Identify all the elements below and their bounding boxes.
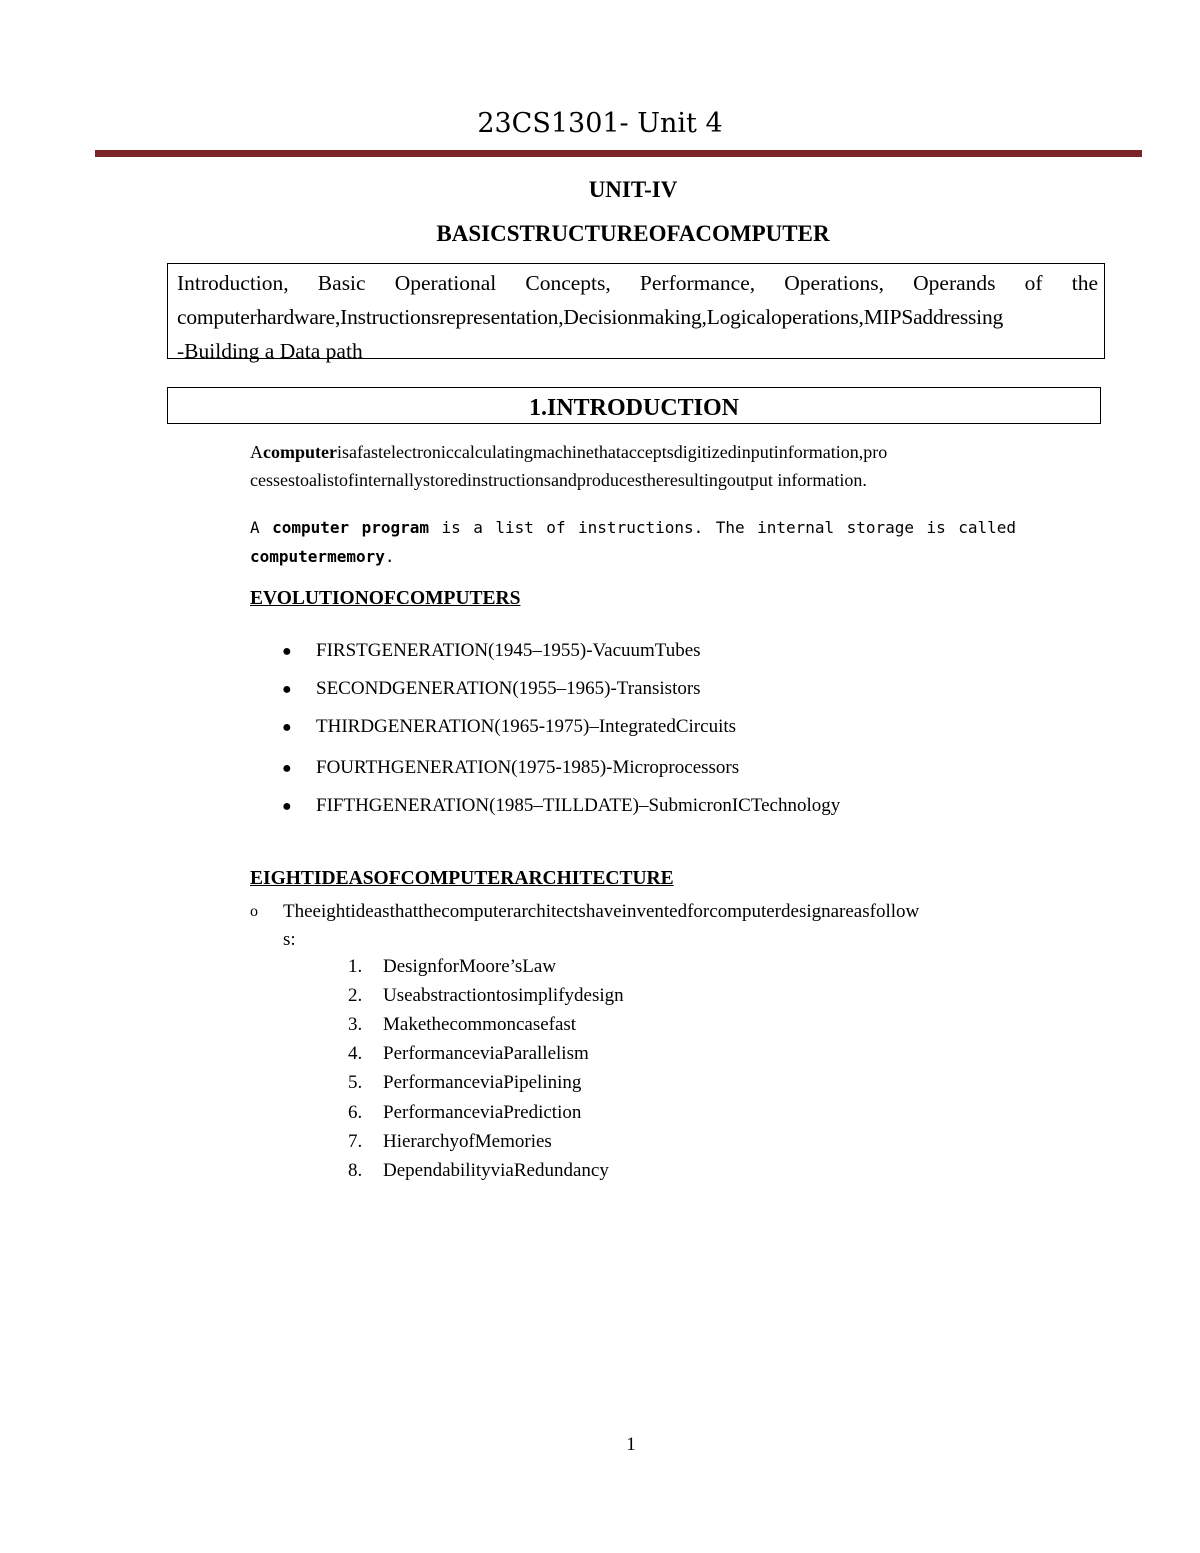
p2-bold-memory: computermemory <box>250 547 385 566</box>
subject-title: BASICSTRUCTUREOFACOMPUTER <box>436 221 830 246</box>
list-item: 6. PerformanceviaPrediction <box>348 1102 582 1123</box>
bullet-icon: ● <box>282 760 292 777</box>
bullet-icon: ● <box>282 643 292 660</box>
topics-line-1: Introduction, Basic Operational Concepts, Performance, Operations, Operands of the <box>177 271 1098 295</box>
p2-end: . <box>384 547 395 566</box>
circle-bullet-icon: o <box>250 903 258 920</box>
list-item: 3. Makethecommoncasefast <box>348 1014 577 1035</box>
intro-paragraph-1 <box>250 438 1030 494</box>
section-heading: 1.INTRODUCTION <box>528 395 740 421</box>
bullet-icon: ● <box>282 798 292 815</box>
topics-box <box>167 263 1105 363</box>
evolution-heading: EVOLUTIONOFCOMPUTERS <box>250 588 521 609</box>
header-divider <box>95 150 1142 157</box>
list-item: ● SECONDGENERATION(1955–1965)-Transistors <box>282 678 701 699</box>
topics-line-3: -Building a Data path <box>177 339 363 363</box>
p2-rest: is a list of instructions. The internal storage is called <box>429 518 1017 537</box>
topics-line-2: computerhardware,Instructionsrepresentation,Decisionmaking,Logicaloperations,MIPSaddressing <box>177 305 1004 329</box>
p1-rest-line2: cessestoalistofinternallystoredinstructionsandproducestheresultingoutput information. <box>250 470 867 490</box>
page-header-title: 23CS1301- Unit 4 <box>477 108 723 139</box>
list-item: ● FOURTHGENERATION(1975-1985)-Microprocessors <box>282 757 740 778</box>
p1-bold-computer: computer <box>263 442 337 462</box>
p1-rest-line1: isafastelectroniccalculatingmachinethatacceptsdigitizedinputinformation,pro <box>336 442 888 462</box>
p2-bold-program: computer program <box>272 518 430 537</box>
bullet-icon: ● <box>282 681 292 698</box>
ideas-heading: EIGHTIDEASOFCOMPUTERARCHITECTURE <box>250 868 674 889</box>
page-number: 1 <box>626 1434 636 1455</box>
intro-paragraph-2 <box>250 513 1016 542</box>
ideas-intro-line1: Theeightideasthatthecomputerarchitectshaveinventedforcomputerdesignareasfollow <box>283 901 920 922</box>
bullet-icon: ● <box>282 719 292 736</box>
unit-title: UNIT-IV <box>588 177 678 202</box>
list-item: 4. PerformanceviaParallelism <box>348 1043 589 1064</box>
list-item: ● FIRSTGENERATION(1945–1955)-VacuumTubes <box>282 640 701 661</box>
list-item: 7. HierarchyofMemories <box>348 1131 552 1152</box>
section-heading-box <box>167 387 1101 424</box>
list-item: 1. DesignforMoore’sLaw <box>348 956 557 977</box>
list-item: 8. DependabilityviaRedundancy <box>348 1160 609 1181</box>
list-item: 2. Useabstractiontosimplifydesign <box>348 985 624 1006</box>
list-item: ● THIRDGENERATION(1965-1975)–IntegratedCircuits <box>282 716 737 737</box>
list-item: 5. PerformanceviaPipelining <box>348 1072 582 1093</box>
p2-prefix: A <box>250 518 273 537</box>
ideas-intro-line2: s: <box>283 929 296 950</box>
list-item: ● FIFTHGENERATION(1985–TILLDATE)–SubmicronICTechnology <box>282 795 841 816</box>
intro-paragraph-2-line2 <box>250 542 395 571</box>
p1-prefix: A <box>250 442 263 462</box>
